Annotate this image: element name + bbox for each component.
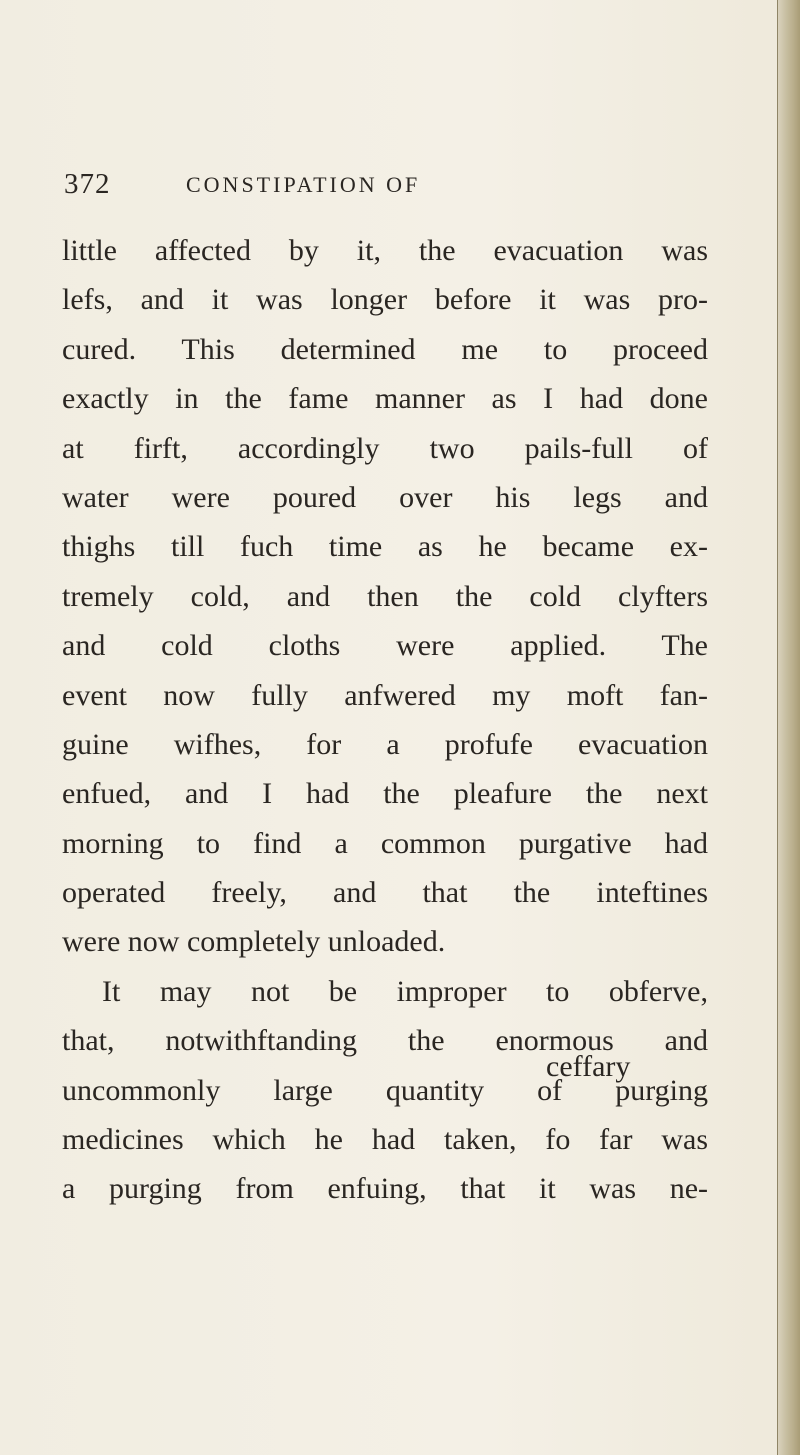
text-line: water were poured over his legs and	[62, 480, 708, 514]
catchword: ceffary	[546, 1050, 631, 1083]
text-line: medicines which he had taken, fo far was	[62, 1123, 708, 1157]
text-line: It may not be improper to obferve,	[102, 974, 708, 1008]
text-line: event now fully anfwered my moft fan-	[62, 678, 708, 712]
text-line: a purging from enfuing, that it was ne-	[62, 1172, 708, 1206]
text-line: enfued, and I had the pleafure the next	[62, 777, 708, 811]
page-number: 372	[64, 168, 111, 200]
text-line: cured. This determined me to proceed	[62, 332, 708, 366]
text-line: guine wifhes, for a profufe evacuation	[62, 727, 708, 761]
text-line: that, notwithftanding the enormous and	[62, 1024, 708, 1058]
text-line: lefs, and it was longer before it was pro-	[62, 283, 708, 317]
text-line: exactly in the fame manner as I had done	[62, 382, 708, 416]
running-head	[64, 168, 704, 208]
text-line: little affected by it, the evacuation was	[62, 234, 708, 267]
text-line: and cold cloths were applied. The	[62, 629, 708, 663]
text-line: were now completely unloaded.	[62, 925, 446, 959]
text-line: at firft, accordingly two pails-full of	[62, 431, 708, 465]
page-edge	[777, 0, 800, 1455]
text-line: operated freely, and that the inteftines	[62, 876, 708, 910]
text-line: morning to find a common purgative had	[62, 826, 708, 860]
text-line: uncommonly large quantity of purging	[62, 1073, 708, 1107]
text-line: tremely cold, and then the cold clyfters	[62, 579, 708, 613]
text-line: thighs till fuch time as he became ex-	[62, 530, 708, 564]
running-head-title: CONSTIPATION OF	[186, 172, 421, 197]
